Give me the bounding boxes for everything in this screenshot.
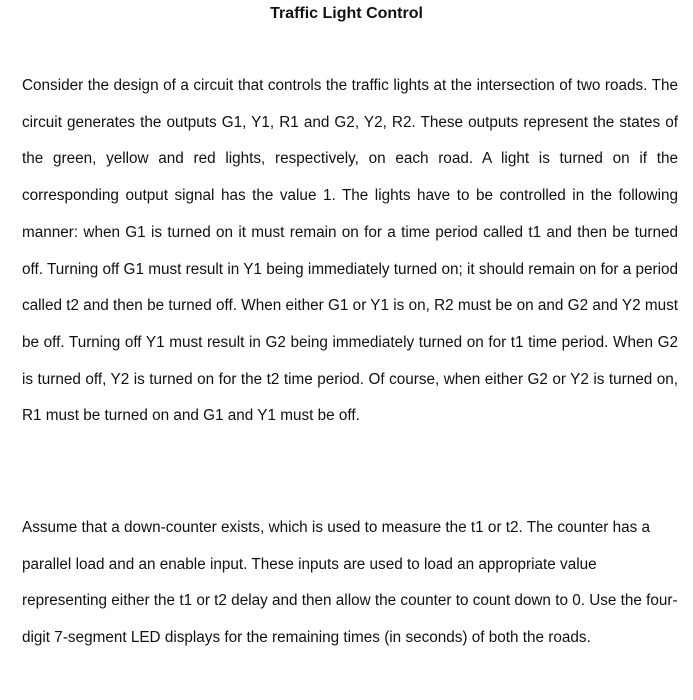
paragraph-counter-assumption: Assume that a down-counter exists, which is used to measure the t1 or t2. The counter has a parallel load and an enable input. These inputs are used to load an appropriate value representing either the t1 or t2 delay and then allow the counter to count down to 0. Use the four-digit 7-segment LED displays for the remaining times (in seconds) of both the roads.	[22, 519, 678, 647]
document-title: Traffic Light Control	[270, 5, 423, 22]
paragraph-problem-description: Consider the design of a circuit that controls the traffic lights at the intersection of two roads. The circuit generates the outputs G1, Y1, R1 and G2, Y2, R2. These outputs represent the states of the green, yellow and red lights, respectively, on each road. A light is turned on if the corresponding output signal has the value 1. The lights have to be controlled in the following manner: when G1 is turned on it must remain on for a time period called t1 and then be turned off. Turning off G1 must result in Y1 being immediately turned on; it should remain on for a period called t2 and then be turned off. When either G1 or Y1 is on, R2 must be on and G2 and Y2 must be off. Turning off Y1 must result in G2 being immediately turned on for t1 time period. When G2 is turned off, Y2 is turned on for the t2 time period. Of course, when either G2 or Y2 is turned on, R1 must be turned on and G1 and Y1 must be off.	[22, 77, 678, 425]
